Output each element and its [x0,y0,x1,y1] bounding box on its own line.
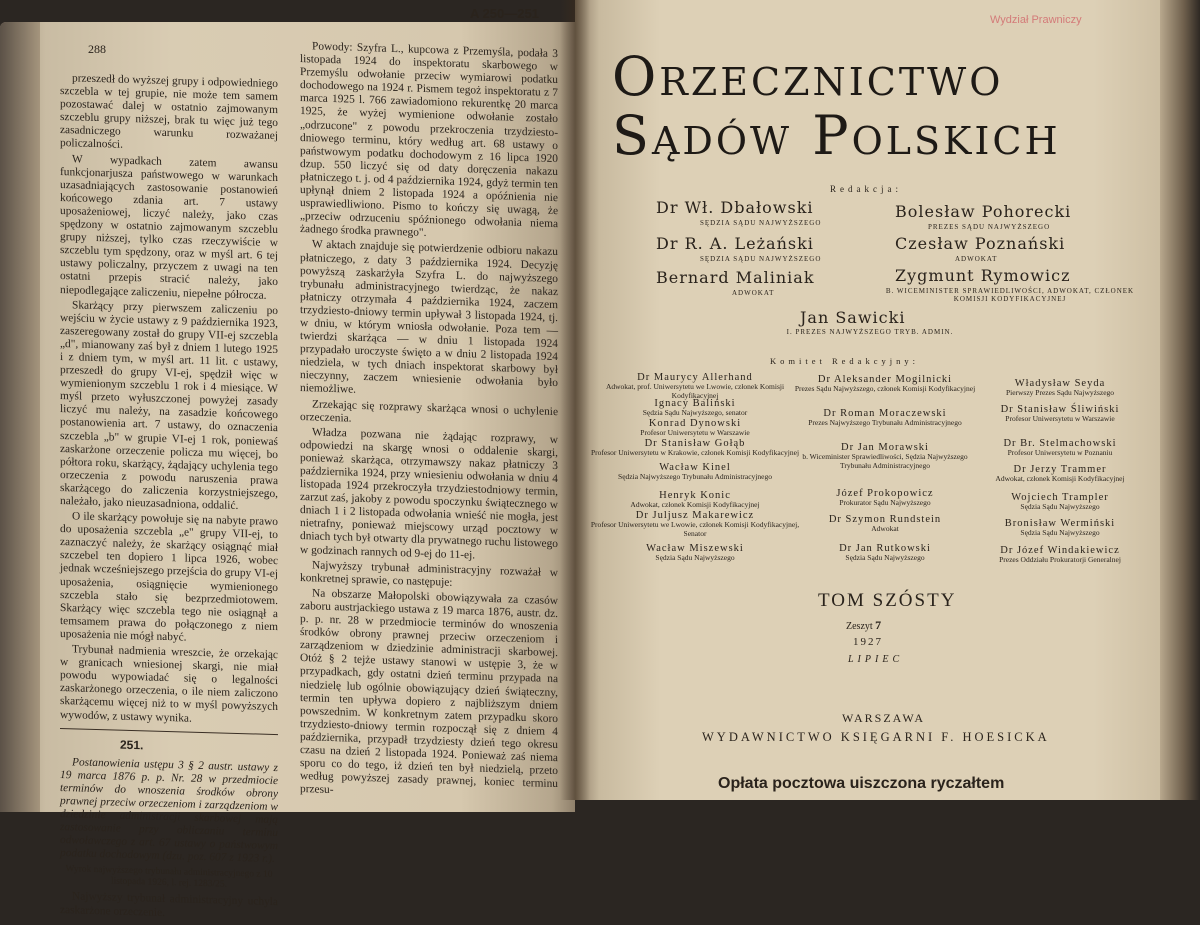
member-role: Sędzia Sądu Najwyższego [655,553,735,562]
committee-member [790,488,980,508]
library-stamp: Wydział Prawniczy [990,14,1082,26]
paragraph: Władza pozwana nie żądając rozprawy, w odpowiedzi na skargę wnosi o oddalenie skargi, ponieważ skarżąca, otrzymawszy nakaz płatniczy 3 października 1924, przy wniesieniu odwołania w dniu 4 listopada 1924 przekroczyła trzydziestodniowy termin, zarzut zaś, jakoby z powodu spoczynku świątecznego w dniach 1 i 2 listopada odwołania wnieść nie mogła, jest nietrafny, ponieważ miejscowy urząd pocztowy w dniach tych był otwarty dla prywatnego ruchu listowego w godzinach rannych od 9-ej do 11-ej. [300,426,558,562]
editor-name: Dr Wł. Dbałowski [656,198,814,217]
journal-title-line2: Sądów Polskich [612,104,1061,167]
editor-name: Czesław Poznański [895,234,1066,253]
member-name: Dr Maurycy Allerhand [637,372,753,383]
member-role: Profesor Uniwersytetu w Warszawie [640,428,750,437]
member-role: Prezes Najwyższego Trybunału Administracyjnego [808,418,962,427]
committee-member [790,442,980,470]
editor-name: Dr R. A. Leżański [656,234,814,253]
committee-member [960,545,1160,565]
member-name: Wacław Kinel [659,462,731,473]
left-column-2 [300,40,558,806]
member-name: Wacław Miszewski [646,543,744,554]
issue-line [846,618,881,633]
redakcja-label: Redakcja: [830,184,902,194]
committee-member [790,374,980,394]
book-edge-left [0,22,40,812]
case-summary: Postanowienia ustępu 3 § 2 austr. ustawy z 19 marca 1876 p. p. Nr. 28 w przedmiocie terminów do wnoszenia środków obrony prawnej przeciw orzeczeniom i zarządzeniom w dziedzinie administracji skarbowej mają zastosowanie przy obliczaniu terminu odwoławczego z art. 67 ustawy o państwowym podatku dochodowym (dzu. poz. 607 z 1923 r.). [60,756,278,866]
committee-member [960,518,1160,538]
paragraph: Skarżący przy pierwszem zaliczeniu po wejściu w życie ustawy z 9 października 1923, zaszeregowany został do grupy VII-ej szczebla „d", mianowany zaś był z dniem 1 lutego 1925 i z dniem tym, w myśl art. 11 lit. c ustawy, przeszedł do grupy VI-ej, spędził więc w wymienionym szczeblu 1 rok i 4 miesiące. W myśl przeto wyłuszczonej powyżej zasady liczyć mu należy, na zasadzie końcowego postanowienia art. 7 ustawy, do oznaczenia szczebla „b" w grupie VI-ej 1 rok, poniewaś zaskarżone orzeczenie policza mu więcej, bo półtora roku, skarżący, żądający uchylenia tego orzeczenia z powodu naruszenia prawa skarżącego do zaliczenia korzystniejszego, należało, jako nieuzasadniona, oddalić. [60,298,278,512]
member-role: Adwokat, członek Komisji Kodyfikacyjnej [630,500,760,509]
committee-member [960,464,1160,484]
paragraph: Na obszarze Małopolski obowiązywała za czasów zaboru austrjackiego ustawa z 19 marca 1876, austr. dz. p. p. nr. 28 w przedmiocie terminów do wnoszenia środków obrony prawnej przeciw orzeczeniom i zarządzeniom w dziedzinie administracji skarbowej. Otóż § 2 tejże ustawy stanowi w ustępie 3, że w przypadkach, gdy ostatni dzień terminu przypada na niedzielę lub ogólnie obowiązujący dzień świąteczny, termin ten upływa dopiero z najbliższym dniem powszednim. W konkretnym zatem przypadku skoro trzydziesto-dniowy termin rozpoczął się z dniem 4 października, przypadł trzydziesty dzień tego okresu czasu na dzień 2 listopada 1924. Ponieważ zaś niema sporu co do tego, iż dzień ten był niedzielą, przeto według powyższej zasady prawnej, koniec terminu przesu- [300,587,558,797]
member-role: Adwokat, członek Komisji Kodyfikacyjnej [995,474,1125,483]
editor-name: Bernard Maliniak [656,268,815,287]
editor-role: SĘDZIA SĄDU NAJWYŻSZEGO [700,255,822,263]
paragraph: przeszedł do wyższej grupy i odpowiedniego szczebla w tej grupie, nie może tem samem pozostawać dalej w ostatnio zajmowanym szczeblu grupy niższej, brak tu więc już tego zasadniczego warunku rozważanej policzalności. [60,72,278,152]
publication-month: LIPIEC [848,654,904,665]
paragraph: O ile skarżący powołuje się na nabyte prawo do uposażenia szczebla „e" grupy VII-ej, to zaznaczyć należy, że skarżący osiągnąć miał szczebel ten dopiero 1 lipca 1926, wobec jednak wcześniejszego przejścia do grupy VI-ej uposażenia, osiągnięcie wymienionego szczebla stało się bezprzedmiotowem. Skarżący więc szczebla tego nie osiągnął a temsamem prawa do połączonego z niem uposażenia nie mógł nabyć. [60,510,278,644]
member-role: Adwokat, prof. Uniwersytetu we Lwowie, członek Komisji Kodyfikacyjnej [605,382,785,400]
committee-member [960,492,1160,512]
member-role: b. Wiceminister Sprawiedliwości, Sędzia Najwyższego Trybunału Administracyjnego [802,452,968,470]
editor-name: Zygmunt Rymowicz [895,266,1071,285]
page-number: 288 [88,42,106,56]
editor-role: B. WICEMINISTER SPRAWIEDLIWOŚCI, ADWOKAT, CZŁONEK KOMISJI KODYFIKACYJNEJ [885,287,1135,303]
issue-number: 7 [875,618,882,632]
running-header: A 250—251 [470,6,539,21]
paragraph: Powody: Szyfra L., kupcowa z Przemyśla, podała 3 listopada 1924 do inspektoratu skarbowego w Przemyślu odwołanie przeciw wymiarowi podatku dochodowego na 1924 r. Pismem tegoż inspektoratu z 7 marca 1925 l. 766 zawiadomiono rekurentkę 20 marca 1925, że wyżej wymienione odwołanie zostało „odrzucone" z powodu przekroczenia trzydziesto-dniowego terminu, który według art. 68 ustawy o państwowym podatku dochodowym z 16 lipca 1920 dzup. 550 liczyć się od daty doręczenia nakazu płatniczego t. j. od 4 października 1924, gdyż termin ten upłynął dniem 2 listopada 1924 a opóźnienia nie usprawiedliwiono. Pismo to kończy się uwagą, że „przeciw odrzuceniu spóźnionego odwołania niema żadnego środka prawnego". [300,40,558,240]
member-name: Ignacy Baliński [654,398,736,409]
left-column-1 [60,72,278,925]
member-name: Władysław Seyda [1014,378,1106,389]
member-name: Dr Józef Windakiewicz [1000,545,1120,556]
book-spine-shadow [560,0,590,800]
member-role: Sędzia Sądu Najwyższego [1020,502,1100,511]
member-name: Dr Stanisław Śliwiński [1000,404,1120,415]
committee-member [590,543,800,563]
verdict-text: Najwyższy trybunał administracyjny uchyla zaskarżone orzeczenie. [60,890,278,919]
member-name: Dr Stanisław Gołąb [644,438,746,449]
case-number: 251. [120,737,144,752]
member-role: Profesor Uniwersytetu w Warszawie [1005,414,1115,423]
member-role: Pierwszy Prezes Sądu Najwyższego [1005,388,1115,397]
committee-member [960,438,1160,458]
member-role: Prezes Sądu Najwyższego, członek Komisji Kodyfikacyjnej [794,384,976,393]
member-name: Dr Jerzy Trammer [1013,464,1107,475]
editor-role: PREZES SĄDU NAJWYŻSZEGO [928,223,1051,231]
member-name: Dr Br. Stelmachowski [1003,438,1117,449]
member-name: Wojciech Trampler [1011,492,1109,503]
editor-name: Bolesław Pohorecki [895,202,1072,221]
publisher: WYDAWNICTWO KSIĘGARNI F. HOESICKA [702,730,1050,744]
member-name: Józef Prokopowicz [836,488,934,499]
committee-member [590,490,800,510]
member-name: Dr Roman Moraczewski [823,408,947,419]
member-name: Konrad Dynowski [648,418,742,429]
komitet-label: Komitet Redakcyjny: [770,356,919,366]
member-name: Dr Jan Rutkowski [839,543,931,554]
member-name: Bronisław Wermiński [1004,518,1116,529]
verdict-note: Wyrok najwyższego trybunału administracyjnego z 10 listopada 1926, l. rej. 1283/25. [65,864,273,891]
member-role: Profesor Uniwersytetu w Krakowie, członek Komisji Kodyfikacyjnej [590,448,800,457]
member-role: Sędzia Sądu Najwyższego, senator [642,408,748,417]
member-role: Profesor Uniwersytetu we Lwowie, członek Komisji Kodyfikacyjnej, Senator [590,520,800,538]
member-role: Prezes Oddziału Prokuratorji Generalnej [999,555,1121,564]
editor-role: I. PREZES NAJWYŻSZEGO TRYB. ADMIN. [786,328,954,336]
issue-label: Zeszyt [846,621,873,632]
volume-title: TOM SZÓSTY [818,590,957,611]
paragraph: Najwyższy trybunał administracyjny rozważał w konkretnej sprawie, co następuje: [300,559,558,589]
committee-member [590,372,800,400]
book-edge-right [1160,0,1200,800]
committee-member [790,514,980,534]
editor-role: SĘDZIA SĄDU NAJWYŻSZEGO [700,219,822,227]
committee-member [590,438,800,458]
publication-city: WARSZAWA [842,711,926,725]
editor-name: Jan Sawicki [800,308,906,327]
member-name: Dr Aleksander Mogilnicki [817,374,953,385]
member-role: Prokurator Sądu Najwyższego [839,498,931,507]
publication-year: 1927 [853,636,883,648]
member-role: Sędzia Najwyższego Trybunału Administracyjnego [618,472,772,481]
member-role: Profesor Uniwersytetu w Poznaniu [1007,448,1113,457]
editor-role: ADWOKAT [732,289,775,297]
committee-member [590,398,800,418]
member-name: Dr Juljusz Makarewicz [635,510,755,521]
postage-note: Opłata pocztowa uiszczona ryczałtem [718,775,1005,792]
paragraph: W aktach znajduje się potwierdzenie odbioru nakazu płatniczego, z daty 3 października 1924. Decyzję powyższą zaskarżyła Szyfra L. do najwyższego trybunału administracyjnego twierdząc, że nakaz płatniczy otrzymała 4 października 1924, zaczem trzydziesto-dniowy termin upływał 3 listopada 1924, tj. w dniu, w którym wniosła odwołanie. Poza tem — twierdzi skarżąca — w dniu 1 listopada 1924 przypadało uroczyste święto a w dniu 2 listopada 1924 niedziela, w tych dniach inspektorat skarbowy był nieczynny, zaczem wniesienie odwołania było niemożliwe. [300,238,558,397]
editor-role: ADWOKAT [955,255,998,263]
member-role: Adwokat [871,524,899,533]
committee-member [790,543,980,563]
committee-member [960,404,1160,424]
committee-member [960,378,1160,398]
committee-member [590,510,800,538]
member-name: Henryk Konic [659,490,731,501]
committee-member [590,418,800,438]
member-name: Dr Jan Morawski [841,442,929,453]
divider [60,728,278,735]
member-role: Sędzia Sądu Najwyższego [1020,528,1100,537]
member-name: Dr Szymon Rundstein [828,514,942,525]
paragraph: Zrzekając się rozprawy skarżąca wnosi o uchylenie orzeczenia. [300,397,558,425]
paragraph: Trybunał nadmienia wreszcie, że orzekając w granicach wniesionej skargi, nie miał powodu wypowiadać się o legalności zaskarżonego orzeczenia, o ile niem zaliczono skarżącemu więcej niż to w myśl powyższych wywodów, z ustawy wynika. [60,643,278,725]
journal-title-line1: Orzecznictwo [612,45,1004,108]
paragraph: W wypadkach zatem awansu funkcjonarjusza państwowego w warunkach uzasadniających zastosowanie postanowień końcowego zdania art. 7 ustawy uposażeniowej, liczyć należy, jako czas spędzony w ostatnio zajmowanym szczeblu grupy niższej, tylko czas rzeczywiście w szczeblu tym spędzony, oraz w myśl art. 6 tej ustawy policzalny, przyczem z uwagi na ten ostatni przepis stracić należy, jako niepodlegające zaliczeniu, niepełne półrocza. [60,152,278,302]
member-role: Sędzia Sądu Najwyższego [845,553,925,562]
committee-member [790,408,980,428]
committee-member [590,462,800,482]
